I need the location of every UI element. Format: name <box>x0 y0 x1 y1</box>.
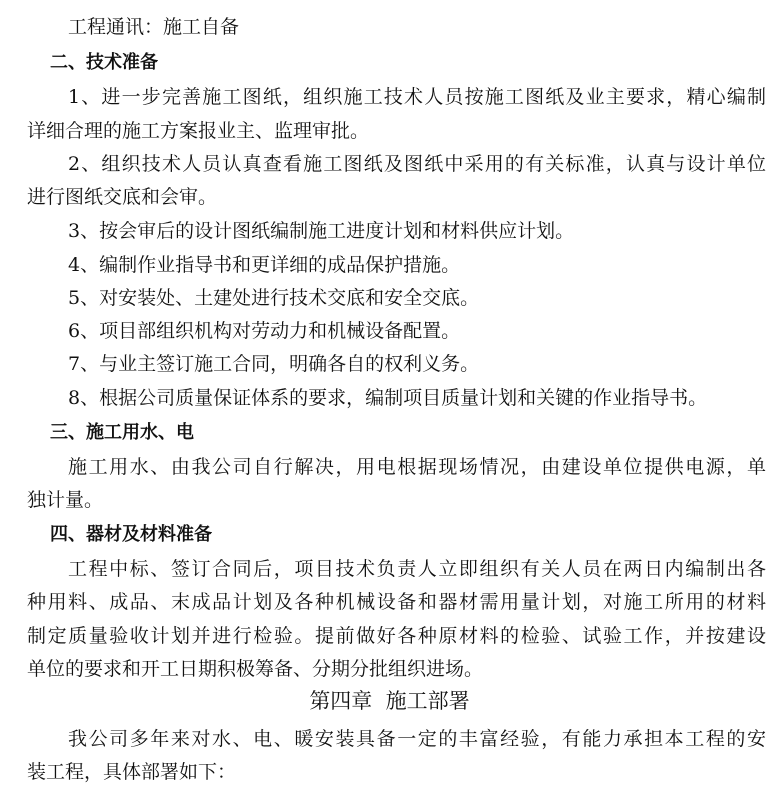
item-2-line-2: 进行图纸交底和会审。 <box>27 186 218 208</box>
materials-line-2: 种用料、成品、末成品计划及各种机械设备和器材需用量计划，对施工所用的材料 <box>27 591 766 613</box>
item-5: 5、对安装处、土建处进行技术交底和安全交底。 <box>68 287 480 309</box>
item-3: 3、按会审后的设计图纸编制施工进度计划和材料供应计划。 <box>68 220 575 242</box>
water-power-line-2: 独计量。 <box>27 489 104 511</box>
item-6: 6、项目部组织机构对劳动力和机械设备配置。 <box>68 320 461 342</box>
section-heading-materials: 四、器材及材料准备 <box>50 524 212 545</box>
chapter-para-line-2: 装工程，具体部署如下： <box>27 761 237 783</box>
section-heading-water-power: 三、施工用水、电 <box>50 422 194 443</box>
item-8: 8、根据公司质量保证体系的要求，编制项目质量计划和关键的作业指导书。 <box>68 387 708 409</box>
item-7: 7、与业主签订施工合同，明确各自的权利义务。 <box>68 353 480 375</box>
chapter-para-line-1: 我公司多年来对水、电、暖安装具备一定的丰富经验，有能力承担本工程的安 <box>68 728 766 750</box>
water-power-line-1: 施工用水、由我公司自行解决，用电根据现场情况，由建设单位提供电源，单 <box>68 456 766 478</box>
item-1-line-2: 详细合理的施工方案报业主、监理审批。 <box>27 120 370 142</box>
chapter-title: 第四章 施工部署 <box>309 689 470 713</box>
materials-line-3: 制定质量验收计划并进行检验。提前做好各种原材料的检验、试验工作，并按建设 <box>27 625 766 647</box>
materials-line-1: 工程中标、签订合同后，项目技术负责人立即组织有关人员在两日内编制出各 <box>68 558 766 580</box>
section-heading-technical-prep: 二、技术准备 <box>50 52 158 73</box>
item-2-line-1: 2、组织技术人员认真查看施工图纸及图纸中采用的有关标准，认真与设计单位 <box>68 153 766 175</box>
item-1-line-1: 1、进一步完善施工图纸，组织施工技术人员按施工图纸及业主要求，精心编制 <box>68 86 766 108</box>
item-4: 4、编制作业指导书和更详细的成品保护措施。 <box>68 254 461 276</box>
communication-line: 工程通讯：施工自备 <box>68 16 240 38</box>
materials-line-4: 单位的要求和开工日期积极筹备、分期分批组织进场。 <box>27 658 484 680</box>
